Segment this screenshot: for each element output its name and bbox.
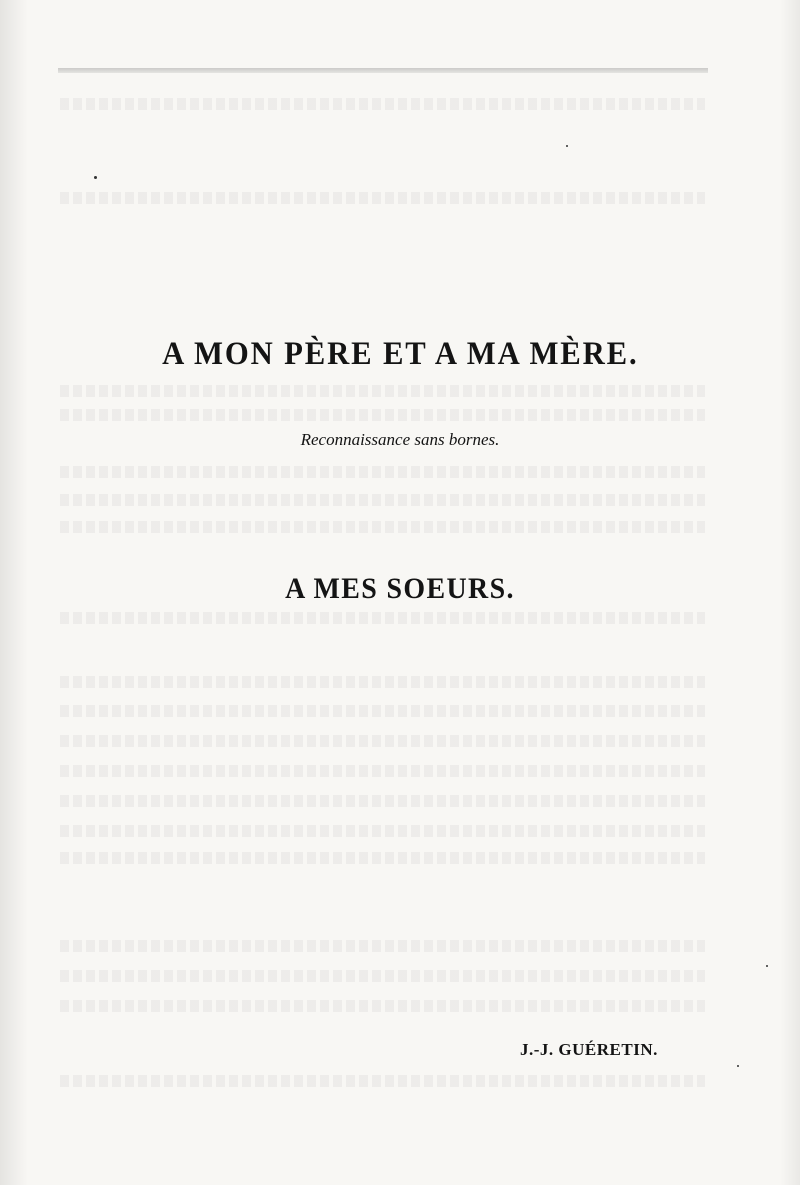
bleed-through-text-line [60,409,705,421]
bleed-through-text-line [60,466,705,478]
bleed-through-text-line [60,795,705,807]
bleed-through-text-line [60,765,705,777]
bleed-through-text-line [60,1075,705,1087]
bleed-through-text-line [60,735,705,747]
paper-speck [566,145,568,147]
bleed-through-text-line [60,970,705,982]
bleed-through-text-line [60,825,705,837]
bleed-through-text-line [60,98,705,110]
bleed-through-text-line [60,521,705,533]
dedication-parents-title: A MON PÈRE ET A MA MÈRE. [162,336,639,372]
bleed-through-text-line [60,494,705,506]
bleed-through-text-line [60,192,705,204]
bleed-through-text-line [60,1000,705,1012]
bleed-through-text-line [60,385,705,397]
bleed-through-rule [58,68,708,73]
paper-speck [766,965,768,967]
bleed-through-text-line [60,852,705,864]
author-signature: J.-J. GUÉRETIN. [520,1040,658,1059]
bleed-through-text-line [60,612,705,624]
dedication-parents-subtitle: Reconnaissance sans bornes. [300,430,500,449]
bleed-through-text-line [60,705,705,717]
dedication-sisters-title: A MES SOEURS. [285,572,515,605]
bleed-through-text-line [60,940,705,952]
paper-speck [737,1065,739,1067]
paper-speck [94,176,97,179]
bleed-through-text-line [60,676,705,688]
